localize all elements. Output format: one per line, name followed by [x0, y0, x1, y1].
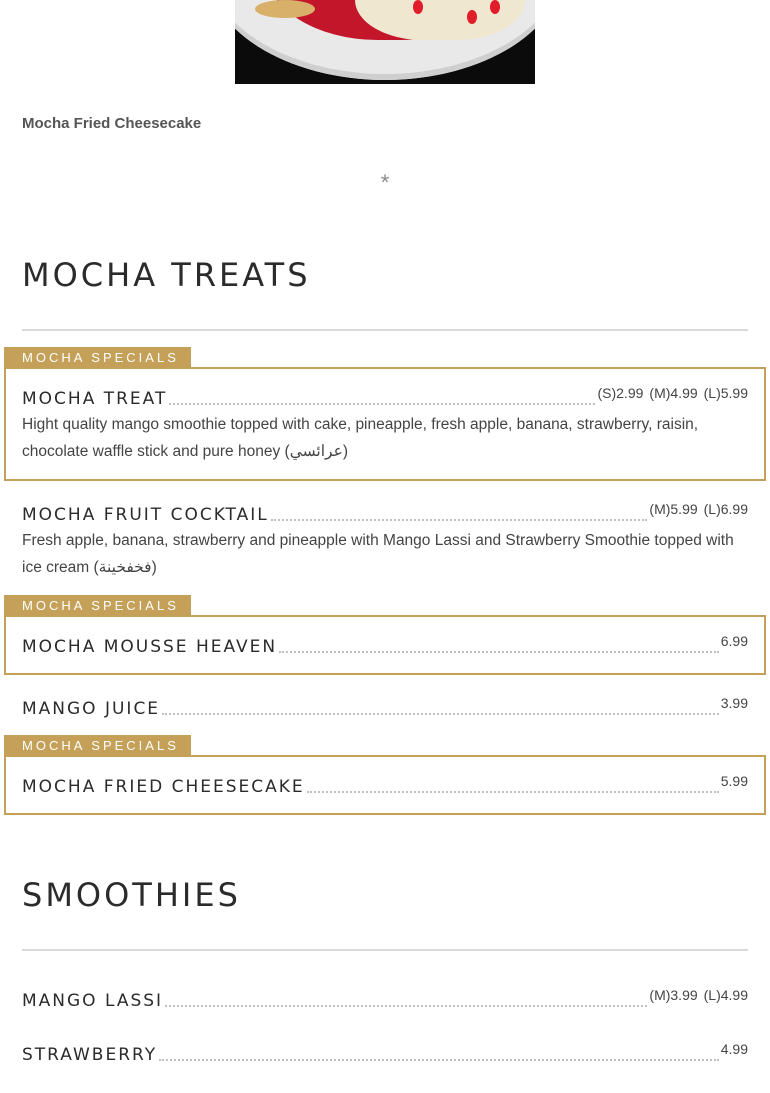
menu-item-mocha-fried-cheesecake[interactable]: [22, 773, 748, 797]
menu-item-mango-juice[interactable]: [22, 695, 748, 719]
item-price: (M)5.99 (L)6.99: [649, 501, 748, 517]
menu-item-mocha-fruit-cocktail[interactable]: [22, 501, 748, 581]
specials-tag: MOCHA SPECIALS: [4, 347, 191, 368]
item-name: MOCHA FRUIT COCKTAIL: [22, 505, 269, 525]
cheesecake-photo: [235, 0, 535, 84]
item-description: Hight quality mango smoothie topped with cake, pineapple, fresh apple, banana, strawberry, raisin, chocolate waffle stick and pure honey (عرائسي): [22, 416, 699, 460]
menu-item-mango-lassi[interactable]: [22, 987, 748, 1011]
divider-asterisk-icon: *: [380, 170, 390, 195]
item-name: MANGO JUICE: [22, 699, 161, 719]
item-description: Fresh apple, banana, strawberry and pineapple with Mango Lassi and Strawberry Smoothie topped with ice cream (فخفخينة): [22, 532, 734, 576]
menu-item-mocha-mousse-heaven[interactable]: [22, 633, 748, 657]
menu-item-strawberry[interactable]: [22, 1041, 748, 1065]
item-price: (M)3.99 (L)4.99: [649, 987, 748, 1003]
item-name: STRAWBERRY: [22, 1045, 158, 1065]
specials-tag: MOCHA SPECIALS: [4, 735, 191, 756]
item-name: MANGO LASSI: [22, 991, 164, 1011]
item-price: 4.99: [720, 1041, 748, 1057]
section-title-smoothies: SMOOTHIES: [22, 876, 241, 914]
item-name: MOCHA MOUSSE HEAVEN: [22, 637, 278, 657]
section-divider: [22, 329, 748, 331]
item-price: 5.99: [720, 773, 748, 789]
photo-caption: Mocha Fried Cheesecake: [22, 115, 202, 132]
item-name: MOCHA FRIED CHEESECAKE: [22, 777, 305, 797]
item-price: 3.99: [720, 695, 748, 711]
specials-tag: MOCHA SPECIALS: [4, 595, 191, 616]
menu-item-mocha-treat[interactable]: [22, 385, 748, 465]
item-name: MOCHA TREAT: [22, 389, 168, 409]
item-price: (S)2.99 (M)4.99 (L)5.99: [597, 385, 748, 401]
item-price: 6.99: [720, 633, 748, 649]
section-title-mocha-treats: MOCHA TREATS: [22, 256, 311, 294]
section-divider: [22, 949, 748, 951]
